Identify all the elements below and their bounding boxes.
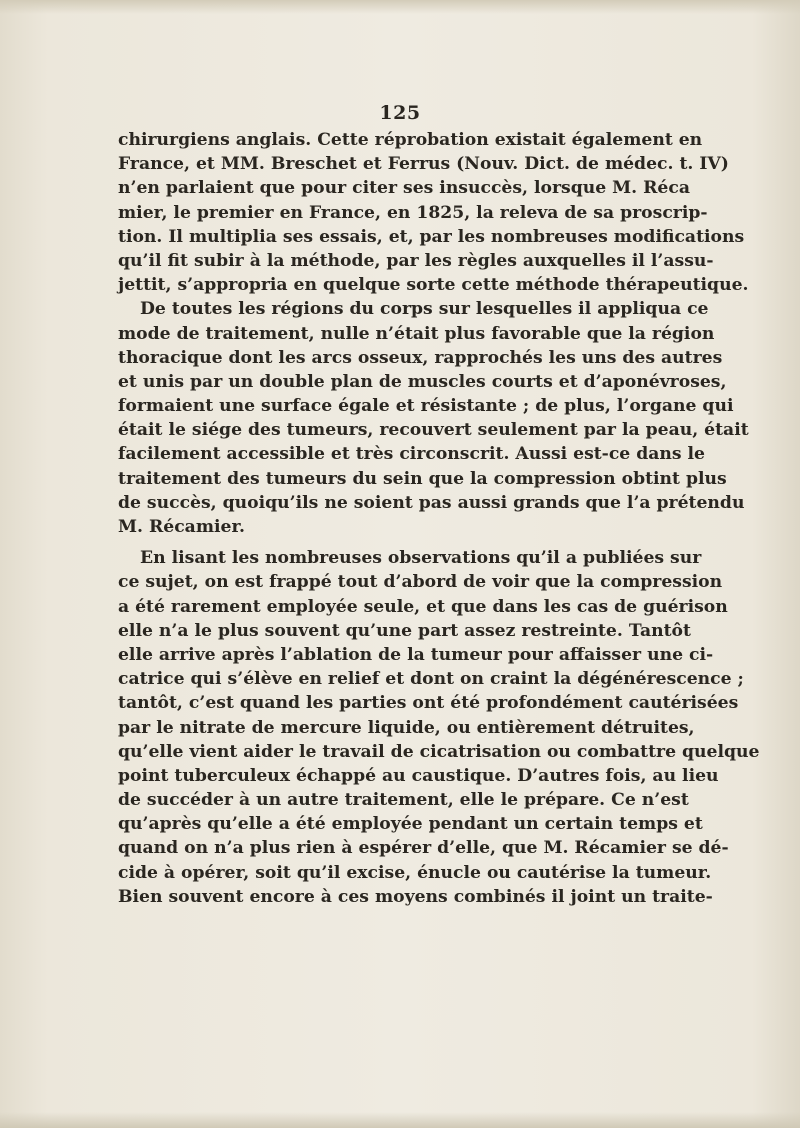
page-edge-bottom — [0, 1112, 800, 1128]
text-line: France, et MM. Breschet et Ferrus (Nouv. Dict. de médec. t. IV) — [118, 154, 729, 175]
text-line: facilement accessible et très circonscrit. Aussi est-ce dans le — [118, 444, 705, 465]
text-line: n’en parlaient que pour citer ses insuccès, lorsque M. Réca — [118, 178, 690, 199]
text-line: quand on n’a plus rien à espérer d’elle, que M. Récamier se dé- — [118, 838, 729, 859]
text-line: thoracique dont les arcs osseux, rapprochés les uns des autres — [118, 347, 723, 368]
text-line: qu’après qu’elle a été employée pendant un certain temps et — [118, 814, 703, 835]
text-line: qu’il fit subir à la méthode, par les règles auxquelles il l’assu- — [118, 250, 714, 271]
text-line: chirurgiens anglais. Cette réprobation existait également en — [118, 130, 703, 150]
text-line: traitement des tumeurs du sein que la compression obtint plus — [118, 468, 727, 489]
text-line: ce sujet, on est frappé tout d’abord de voir que la compression — [118, 572, 723, 593]
text-line: elle n’a le plus souvent qu’une part assez restreinte. Tantôt — [118, 620, 691, 641]
text-line: qu’elle vient aider le travail de cicatrisation ou combattre quelque — [118, 741, 760, 762]
text-line: et unis par un double plan de muscles courts et d’aponévroses, — [118, 371, 727, 392]
text-line: tion. Il multiplia ses essais, et, par les nombreuses modifications — [118, 226, 745, 247]
text-line: elle arrive après l’ablation de la tumeur pour affaisser une ci- — [118, 644, 714, 665]
text-line: de succès, quoiqu’ils ne soient pas aussi grands que l’a prétendu — [118, 492, 745, 513]
text-line: a été rarement employée seule, et que dans les cas de guérison — [118, 596, 728, 617]
page-number: 125 — [379, 102, 421, 124]
text-line: était le siége des tumeurs, recouvert seulement par la peau, était — [118, 420, 749, 441]
text-line: tantôt, c’est quand les parties ont été profondément cautérisées — [118, 693, 739, 714]
text-line: formaient une surface égale et résistante ; de plus, l’organe qui — [118, 396, 734, 417]
text-line: point tuberculeux échappé au caustique. D’autres fois, au lieu — [118, 765, 719, 786]
text-line: mode de traitement, nulle n’était plus favorable que la région — [118, 323, 715, 344]
text-line: catrice qui s’élève en relief et dont on craint la dégénérescence ; — [118, 669, 744, 690]
text-line: mier, le premier en France, en 1825, la releva de sa proscrip- — [118, 202, 708, 223]
paragraph-end-line: M. Récamier. — [118, 517, 245, 537]
paragraph-start-line: En lisant les nombreuses observations qu’il a publiées sur — [140, 548, 702, 569]
text-line: jettit, s’appropria en quelque sorte cette méthode thérapeutique. — [118, 275, 749, 296]
paragraph-start-line: De toutes les régions du corps sur lesquelles il appliqua ce — [140, 299, 709, 320]
text-line: Bien souvent encore à ces moyens combinés il joint un traite- — [118, 886, 713, 907]
body-text — [118, 128, 760, 909]
page-edge-top — [0, 0, 800, 14]
text-line: de succéder à un autre traitement, elle le prépare. Ce n’est — [118, 790, 689, 811]
text-line: par le nitrate de mercure liquide, ou entièrement détruites, — [118, 717, 695, 738]
text-line: cide à opérer, soit qu’il excise, énucle ou cautérise la tumeur. — [118, 862, 712, 883]
